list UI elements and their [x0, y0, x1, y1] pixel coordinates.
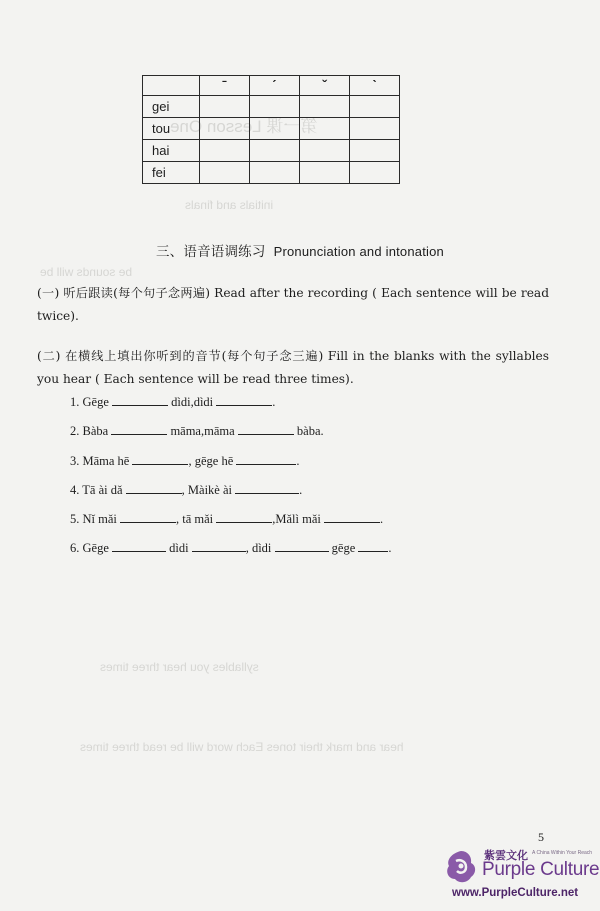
exercise-1-instruction: (一) 听后跟读(每个句子念两遍) Read after the recording ( Each sentence will be read twice). — [37, 286, 549, 323]
item-text: 4. Tā ài dǎ — [70, 483, 123, 497]
answer-cell — [350, 96, 400, 118]
table-row — [143, 162, 400, 184]
answer-blank[interactable] — [235, 481, 299, 494]
item-text: bàba. — [296, 424, 324, 438]
fill-item-6 — [70, 538, 392, 558]
fill-item-4 — [70, 480, 302, 500]
tone-practice-table — [142, 75, 400, 184]
purple-culture-logo — [444, 845, 600, 905]
item-text: māma,māma — [170, 424, 235, 438]
bleed-through-text: initials and finals — [185, 198, 274, 212]
item-text: 5. Nǐ mǎi — [70, 512, 117, 526]
answer-blank[interactable] — [112, 393, 168, 406]
fill-item-1 — [70, 392, 275, 412]
syllable-cell: hai — [143, 140, 200, 162]
answer-blank[interactable] — [120, 510, 176, 523]
answer-blank[interactable] — [275, 539, 329, 552]
answer-blank[interactable] — [238, 422, 294, 435]
answer-cell — [300, 140, 350, 162]
item-text: 3. Māma hē — [70, 454, 130, 468]
tone-header-row — [143, 76, 400, 96]
answer-cell — [300, 162, 350, 184]
table-corner-cell — [143, 76, 200, 96]
item-text: ,Mǎlì mǎi — [272, 512, 321, 526]
item-text: , Màikè ài — [181, 483, 232, 497]
answer-cell — [250, 162, 300, 184]
page-number: 5 — [538, 830, 544, 844]
tone-mark-4: ˋ — [372, 77, 377, 93]
item-text: dìdi,dìdi — [171, 395, 214, 409]
fill-item-5 — [70, 509, 383, 529]
bleed-through-text: be sounds will be — [40, 265, 133, 279]
answer-cell — [250, 96, 300, 118]
answer-blank[interactable] — [358, 539, 388, 552]
bleed-through-text: syllables you hear three times — [100, 660, 259, 674]
tone-mark-cell — [300, 76, 350, 96]
item-text: 6. Gēge — [70, 541, 109, 555]
answer-blank[interactable] — [192, 539, 246, 552]
answer-cell — [250, 118, 300, 140]
syllable-cell: fei — [143, 162, 200, 184]
answer-blank[interactable] — [324, 510, 380, 523]
table-row — [143, 118, 400, 140]
logo-tagline: A China Within Your Reach — [532, 850, 593, 856]
answer-blank[interactable] — [216, 393, 272, 406]
answer-cell — [250, 140, 300, 162]
item-text: 1. Gēge — [70, 395, 109, 409]
answer-cell — [200, 96, 250, 118]
item-text: . — [272, 395, 276, 409]
item-text: . — [296, 454, 300, 468]
logo-url[interactable]: www.PurpleCulture.net — [452, 887, 579, 899]
tone-mark-1: ˉ — [222, 77, 227, 93]
item-text: dìdi — [169, 541, 189, 555]
answer-blank[interactable] — [236, 452, 296, 465]
answer-cell — [350, 118, 400, 140]
item-text: 2. Bàba — [70, 424, 109, 438]
answer-cell — [350, 140, 400, 162]
answer-cell — [200, 140, 250, 162]
answer-cell — [200, 162, 250, 184]
answer-blank[interactable] — [111, 422, 167, 435]
exercise-2-instruction: (二) 在横线上填出你听到的音节(每个句子念三遍) Fill in the blanks with the syllables you hear ( Each sentence will be read three times). — [37, 349, 549, 386]
table-row — [143, 140, 400, 162]
fill-item-3 — [70, 451, 300, 471]
fill-item-2 — [70, 421, 324, 441]
section-heading — [0, 240, 600, 260]
item-text: , gēge hē — [188, 454, 234, 468]
table-row — [143, 96, 400, 118]
bleed-through-text: 第一课 Lesson One — [170, 117, 318, 136]
answer-cell — [300, 118, 350, 140]
answer-blank[interactable] — [126, 481, 182, 494]
item-text: . — [388, 541, 392, 555]
item-text: , dìdi — [245, 541, 272, 555]
logo-name: Purple Culture — [482, 859, 600, 880]
answer-cell — [300, 96, 350, 118]
tone-mark-cell — [250, 76, 300, 96]
section-title-cn: 三、语音语调练习 — [155, 244, 266, 260]
item-text: . — [380, 512, 384, 526]
answer-blank[interactable] — [132, 452, 188, 465]
item-text: . — [299, 483, 303, 497]
tone-mark-3: ˇ — [322, 77, 327, 93]
logo-chinese-name: 紫雲文化 — [484, 849, 528, 862]
answer-cell — [350, 162, 400, 184]
answer-cell — [200, 118, 250, 140]
item-text: gēge — [331, 541, 356, 555]
answer-blank[interactable] — [216, 510, 272, 523]
flower-emblem-icon — [444, 847, 478, 885]
section-title-en: Pronunciation and intonation — [273, 244, 444, 259]
item-text: , tā mǎi — [176, 512, 214, 526]
syllable-cell: tou — [143, 118, 200, 140]
bleed-through-text: hear and mark their tones Each word will be read three times — [80, 740, 404, 754]
answer-blank[interactable] — [112, 539, 166, 552]
syllable-cell: gei — [143, 96, 200, 118]
tone-mark-cell — [350, 76, 400, 96]
tone-mark-2: ˊ — [272, 77, 277, 93]
tone-mark-cell — [200, 76, 250, 96]
